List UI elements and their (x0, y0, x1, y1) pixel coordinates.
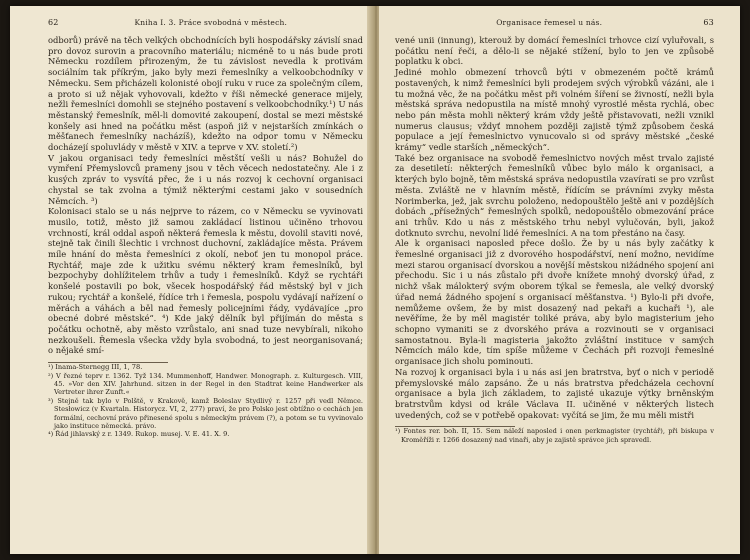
right-body-text: vené unii (innung), kterouž by domácí řemeslníci trhovce cizí vyluřovali, s počátku není řeči, a dělo-li se nějaké stížení, bylo to jen ve způsobě poplatku k obci. Jediné mohlo obmezení trhovců býti v obmezeném počtě krámů postavených, k nimž řemeslníci byli prodejem svých výrobků vázáni, ale i tu možná věc, že na počátku měst při volném šíření se živností, nežli byla městská správa nedopustila na místě mnohý vyrostlé města rychlá, obec nebo pán města mohli některý krám vždy ještě přistavovati, nežli vznikl numerus clausus; vždyť mnohem později zajistě týmž způsobem česká populace a její řemeslnictvo vynucovalo si od správy městské „české krámy“ vedle starších „německých“. Také bez organisace na svobodě řemeslnictvo nových měst trvalo zajisté za desetiletí: některých řemeslníků vůbec bylo málo k organisaci, a kterých bylo bojně, těm městská správa nedopustila vzavírati se pro vzrůst města. Zvláště ne v hlavním městě, řídícím se právními zvyky města Norimberka, jež, jak svrchu položeno, nedopouštělo ještě ani v pozdějších dobách „přísežných“ řemeslných spolků, nedopouštělo obmezování práce ani trhův. Kdo u nás z městského trhu nebyl vylučován, byli, jakož dotknuto svrchu, nevolní lidé řemeslníci. A na tom přestáno na časy. Ale k organisaci naposled přece došlo. Že by u nás byly začátky k řemeslné organisaci již z dvorového hospodářství, není možno, nevidíme mezi starou organisací dvorskou a novější městskou nižádného spojení ani přechodu. Sic i u nás zůstalo při dvoře knížete mnohý dvorský úřad, z nichž však málokterý svým oborem týkal se řemesla, ale velký dvorský úřad nemá žádného spojení s organisací měšťanstva. ¹) Bylo-li při dvoře, nemůžeme ovšem, že by mist dosazený nad pekaři a kuchaři ¹), ale nevěříme, že by měl magistér toliké práva, aby bylo magisterium jeho schopno vymaniti se z dvorského práva a rozvinouti se v organisaci samostatnou. Byla-li magisteria jakožto zvláštní instituce v samých Němcích málo kde, tím spíše můžeme v Čechách při rozvoji řemeslné organisace jich sholu pominouti. Na rozvoj k organisaci byla i u nás asi jen bratrstva, byť o nich v periodě přemyslovské málo zapsáno. Že u nás bratrstva předcházela cechovní organisace a byla jich základem, to zajisté ukazuje výtky brněnským bratrstvům kdysi od krále Václava II. učiněné v některých listech uvedených, což se v potřebě opakovat: vyčítá se jim, že mu měli mistři (395, 35, 714, 420)
left-page (10, 6, 373, 554)
left-footnotes (48, 363, 363, 439)
footnote: ²) V řezné teprv r. 1362. Tyž 134. Mummenhoff, Handwer. Monograph. z. Kulturgesch. VIII, 45. »Vor den XIV. Jahrhund. sitzen in der Regel in den Stadtrat keine Handwerker als Vertreter ihrer Zunft.« (48, 371, 363, 397)
left-body-text: odborů) právě na těch velkých obchodnících byli hospodářsky závislí snad pro dovoz surovin a pracovního materiálu; nicméně to u nás bude proti Německu rozdílem přirozeným, že tu závislost nevedla k protivám sociálním tak příkrým, jako byly mezi řemeslníky a velkoobchodníky v Německu. Sem přicházeli kolonisté obojí ruku v ruce za společným cílem, a proto si už nějak vyhovovali, kdežto v říši německé generace mijely, nežli řemeslníci domohli se stejného postavení s velkoobchodníky.¹) U nás městanský řemeslník, měl-li domovité zakoupení, dostal se mezi městské konšely asi hned na počátku měst (aspoň již v nejstarších zmínkách o měšťanech řemeslníky nacházíš), kdežto na odpor tomu v Německu docházejí spoluvlády v městě v XIV. a teprve v XV. století.²) V jakou organisaci tedy řemeslníci městští vešli u nás? Bohužel do vymření Přemyslovců prameny jsou v těch věcech nedostatečny. Ale i z kusých zpráv to vysvítá přec, že i u nás rozvoj k cechovní organisaci chystal se tak zvolna a týmiž některými cestami jako v sousedních Němcích. ³) Kolonisaci stalo se u nás nejprve to rázem, co v Německu se vyvinovati musilo, totiž, město již samou zakládací listinou učiněno trhovou vrchností, král oddal aspoň některá řemesla k městu, dovolil staviti nové, stejně tak činili šlechtic i vrchnost duchovní, zakládajíce města. Právem míle hnání do města řemeslníci z okolí, neboť jen tu monopol práce. Rychtář, maje zde k užitku svému některý kram řemeslníků, byl bezpochyby dohlížitelem trhův a tudy i řemeslníků. Když se rychtáři konšelé postavili po bok, všecek hospodářský řád městský byl v jich rukou; rychtář a konšelé, řídíce trh i řemesla, pospolu vydávají nařízení o měrách a váhách a běl nad řemesly policejními řády, vydávajíce „pro obecné dobré městské“. ⁴) Kde jaký dělník byl přijímán do města s počátku ochotně, aby město vzrůstalo, ani snad tuze nevybírali, nikoho nezkoušeli. Řemesla všecka vždy byla svobodná, to jest neorganisovaná; o nějaké smí- (48, 35, 363, 356)
right-running-title: Organisace řemesel u nás. (496, 18, 603, 27)
left-page-header (48, 18, 363, 27)
footnote: ¹) Inama-Sternegg III, 1, 78. (48, 363, 143, 372)
right-page-number: 63 (703, 18, 714, 27)
footnote: ³) Stejně tak bylo v Polště, v Krakově, kamž Boleslav Stydlivý r. 1257 při vedl Němce. Stesłowicz (v Kvartaln. Historycz. VI, 2, 277) praví, že pro Polsko jest obtížno o cechách jen formální, cechovní právo přinesené spolu s německým právem (?), a potom se tu vyvinovalo jako instituce německá. právo. (48, 396, 363, 430)
footnote: ¹) Fontes rer. boh. II, 15. Sem náleží naposled i onen perkmagister (rychtář), při biskupa v Kroměříži r. 1266 dosazený nad vinaři, aby je zajistě správce jich spravedl. (395, 427, 714, 444)
right-footnotes (395, 427, 714, 444)
footnote: ⁴) Řád jihlavský z r. 1349. Rukop. musej. V. E. 41. X. 9. (48, 430, 230, 439)
right-page-header (395, 18, 714, 27)
left-page-number: 62 (48, 18, 59, 27)
right-page (379, 6, 740, 554)
open-book (10, 6, 740, 554)
left-running-title: Kniha I. 3. Práce svobodná v městech. (134, 18, 288, 27)
